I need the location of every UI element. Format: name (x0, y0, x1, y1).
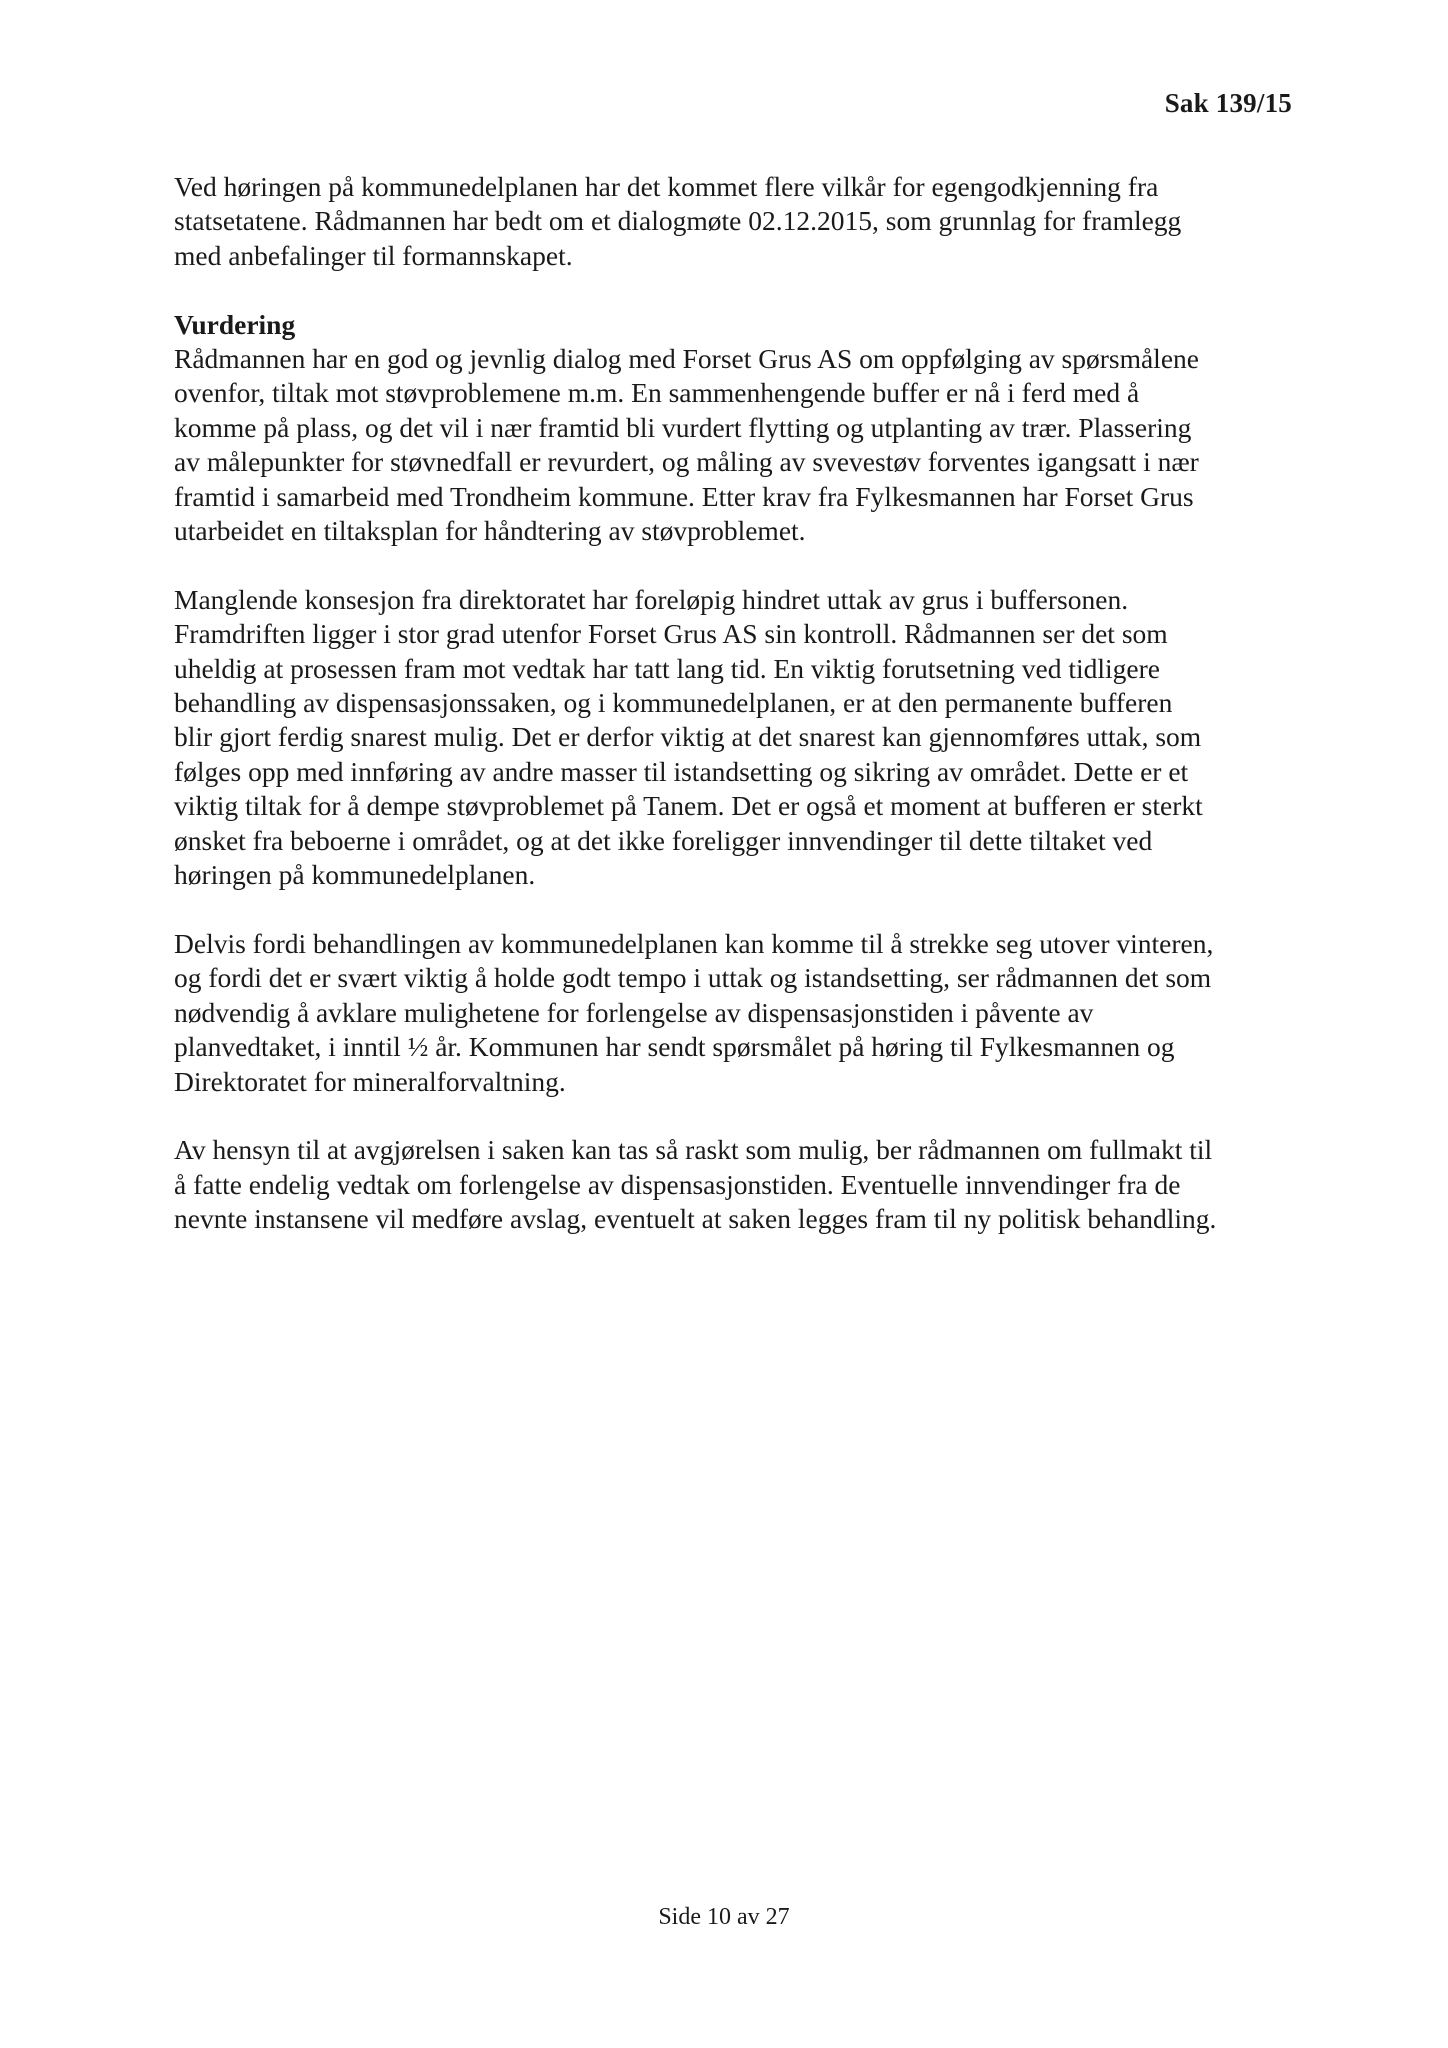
text-line: Delvis fordi behandlingen av kommunedelplanen kan komme til å strekke seg utover vinteren, (174, 927, 1214, 959)
paragraph-authority (174, 1133, 1294, 1236)
text-line: med anbefalinger til formannskapet. (174, 239, 573, 271)
section-assessment (174, 308, 1294, 549)
text-line: ønsket fra beboerne i området, og at det ikke foreligger innvendinger til dette tiltaket ved (174, 824, 1153, 856)
text-line: følges opp med innføring av andre masser til istandsetting og sikring av området. Dette er et (174, 755, 1189, 787)
text-line: statsetatene. Rådmannen har bedt om et dialogmøte 02.12.2015, som grunnlag for framlegg (174, 205, 1182, 237)
text-line: planvedtaket, i inntil ½ år. Kommunen har sendt spørsmålet på høring til Fylkesmannen og (174, 1031, 1175, 1063)
text-line: Framdriften ligger i stor grad utenfor Forset Grus AS sin kontroll. Rådmannen ser det som (174, 618, 1168, 650)
text-line: og fordi det er svært viktig å holde godt tempo i uttak og istandsetting, ser rådmannen det som (174, 962, 1212, 994)
text-line: utarbeidet en tiltaksplan for håndtering av støvproblemet. (174, 515, 806, 547)
paragraph-extension (174, 927, 1294, 1099)
text-line: blir gjort ferdig snarest mulig. Det er derfor viktig at det snarest kan gjennomføres uttak, som (174, 721, 1202, 753)
text-line: nevnte instansene vil medføre avslag, eventuelt at saken legges fram til ny politisk behandling. (174, 1203, 1217, 1235)
text-line: uheldig at prosessen fram mot vedtak har tatt lang tid. En viktig forutsetning ved tidligere (174, 652, 1160, 684)
text-line: å fatte endelig vedtak om forlengelse av dispensasjonstiden. Eventuelle innvendinger fra de (174, 1168, 1181, 1200)
text-line: Av hensyn til at avgjørelsen i saken kan tas så raskt som mulig, ber rådmannen om fullmakt til (174, 1134, 1213, 1166)
text-line: framtid i samarbeid med Trondheim kommune. Etter krav fra Fylkesmannen har Forset Grus (174, 480, 1194, 512)
text-line: viktig tiltak for å dempe støvproblemet på Tanem. Det er også et moment at bufferen er sterkt (174, 790, 1203, 822)
document-body (174, 170, 1294, 1271)
section-heading: Vurdering (174, 308, 296, 340)
text-line: høringen på kommunedelplanen. (174, 859, 536, 891)
text-line: nødvendig å avklare mulighetene for forlengelse av dispensasjonstiden i påvente av (174, 996, 1094, 1028)
text-line: av målepunkter for støvnedfall er revurdert, og måling av svevestøv forventes igangsatt i nær (174, 446, 1199, 478)
text-line: Manglende konsesjon fra direktoratet har foreløpig hindret uttak av grus i buffersonen. (174, 583, 1129, 615)
text-line: behandling av dispensasjonssaken, og i kommunedelplanen, er at den permanente bufferen (174, 687, 1173, 719)
text-line: Rådmannen har en god og jevnlig dialog med Forset Grus AS om oppfølging av spørsmålene (174, 343, 1199, 375)
page-number: Side 10 av 27 (658, 1904, 790, 1930)
text-line: komme på plass, og det vil i nær framtid bli vurdert flytting og utplanting av trær. Plassering (174, 411, 1192, 443)
paragraph-hearing (174, 170, 1294, 273)
paragraph-concession (174, 583, 1294, 893)
case-number: Sak 139/15 (1164, 88, 1292, 118)
text-line: ovenfor, tiltak mot støvproblemene m.m. En sammenhengende buffer er nå i ferd med å (174, 377, 1140, 409)
text-line: Ved høringen på kommunedelplanen har det kommet flere vilkår for egengodkjenning fra (174, 171, 1159, 202)
text-line: Direktoratet for mineralforvaltning. (174, 1065, 566, 1097)
